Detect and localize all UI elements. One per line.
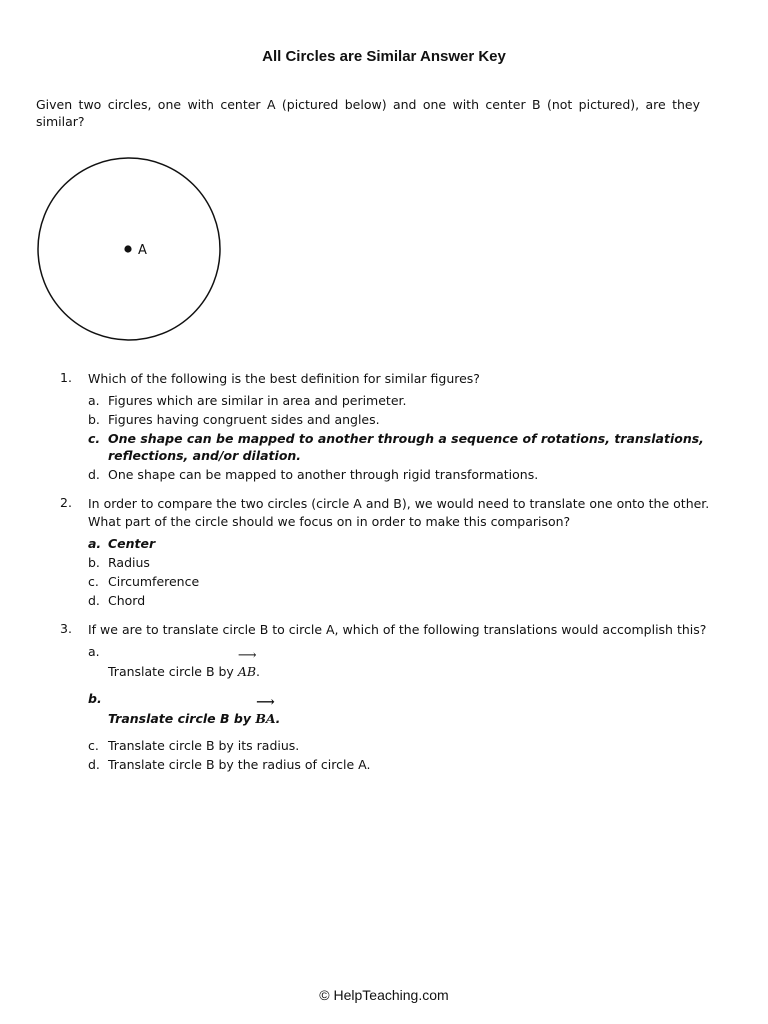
option-d: d. Translate circle B by the radius of circle A. [88,757,371,772]
question-1 [36,370,716,483]
intro-text: Given two circles, one with center A (pictured below) and one with center B (not pictured), are they similar? [36,97,700,129]
question-number: 1. [60,370,72,385]
question-text: In order to compare the two circles (circle A and B), we would need to translate one onto the other. What part of the circle should we focus on in order to make this comparison? [88,496,710,529]
option-d: d. One shape can be mapped to another through rigid transformations. [88,467,539,482]
option-c: c. Circumference [88,574,200,589]
question-text: If we are to translate circle B to circle A, which of the following translations would accomplish this? [88,622,707,637]
options-list [88,643,716,773]
option-a: a. Figures which are similar in area and perimeter. [88,393,407,408]
option-a-correct: a. Center [88,536,156,551]
question-list [36,370,716,785]
option-b: b. Radius [88,555,150,570]
question-number: 3. [60,621,72,636]
option-b: b. Figures having congruent sides and angles. [88,412,380,427]
options-list [88,535,716,609]
vector-ab: ⟶ AB [237,648,257,679]
question-number: 2. [60,495,72,510]
question-3 [36,621,716,773]
option-a: a. Translate circle B by ⟶ AB. [88,644,261,679]
footer-copyright: © HelpTeaching.com [319,987,449,1003]
circle-a-figure [34,150,234,350]
option-c-correct: c. One shape can be mapped to another through a sequence of rotations, translations, reflections, and/or dilation. [88,431,704,463]
question-2 [36,495,716,609]
options-list [88,392,716,483]
option-c: c. Translate circle B by its radius. [88,738,300,753]
vector-arrow-icon: ⟶ [256,695,275,710]
vector-arrow-icon: ⟶ [237,648,257,663]
option-d: d. Chord [88,593,146,608]
page-title: All Circles are Similar Answer Key [262,48,506,65]
option-b-correct: b. Translate circle B by ⟶ BA. [88,691,281,726]
vector-ba: ⟶ BA [255,695,276,726]
center-label: A [138,243,147,258]
question-text: Which of the following is the best definition for similar figures? [88,371,480,386]
center-point [124,245,131,252]
